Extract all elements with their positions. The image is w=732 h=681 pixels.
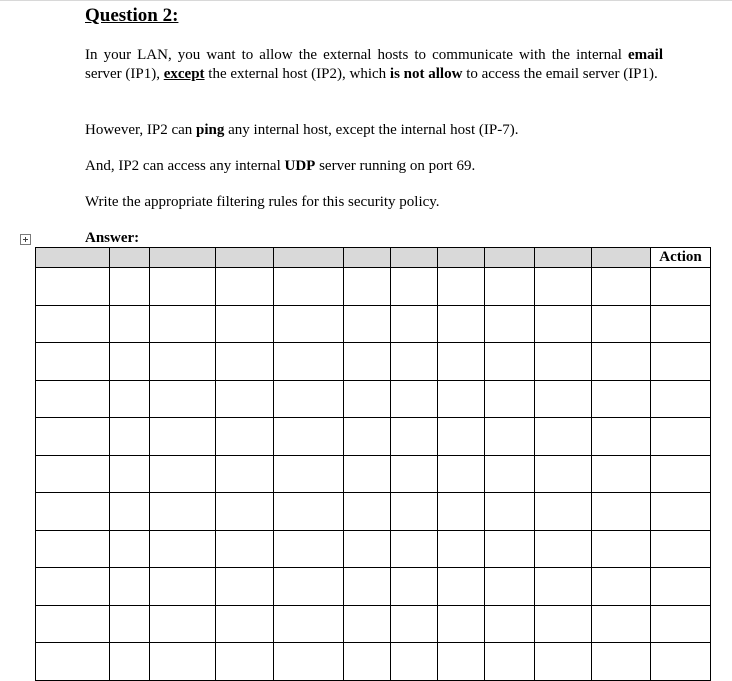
table-cell[interactable]: [216, 605, 274, 643]
table-cell[interactable]: [274, 455, 344, 493]
table-row: [36, 493, 711, 531]
text: to access the email server (IP1).: [462, 66, 658, 82]
table-cell[interactable]: [110, 455, 150, 493]
table-cell[interactable]: [391, 643, 438, 681]
table-cell[interactable]: [391, 493, 438, 531]
header-cell[interactable]: [592, 248, 651, 268]
table-cell[interactable]: [485, 343, 535, 381]
table-cell[interactable]: [535, 568, 592, 606]
table-cell[interactable]: [36, 418, 110, 456]
table-cell[interactable]: [651, 305, 711, 343]
text: any internal host, except the internal host (IP-7).: [224, 122, 519, 138]
table-cell[interactable]: [651, 643, 711, 681]
table-cell[interactable]: [150, 343, 216, 381]
table-cell[interactable]: [651, 605, 711, 643]
table-cell[interactable]: [391, 305, 438, 343]
table-cell[interactable]: [216, 643, 274, 681]
table-cell[interactable]: [274, 268, 344, 306]
table-cell[interactable]: [36, 643, 110, 681]
table-cell[interactable]: [110, 268, 150, 306]
table-cell[interactable]: [216, 268, 274, 306]
table-cell[interactable]: [216, 418, 274, 456]
table-cell[interactable]: [36, 268, 110, 306]
table-cell[interactable]: [535, 268, 592, 306]
table-row: [36, 643, 711, 681]
text: server running on port 69.: [315, 158, 476, 174]
table-cell[interactable]: [391, 455, 438, 493]
table-cell[interactable]: [535, 455, 592, 493]
table-cell[interactable]: [110, 568, 150, 606]
table-cell[interactable]: [150, 568, 216, 606]
table-cell[interactable]: [344, 268, 391, 306]
table-cell[interactable]: [651, 380, 711, 418]
table-cell[interactable]: [651, 343, 711, 381]
table-cell[interactable]: [110, 305, 150, 343]
bold-email: email: [628, 47, 663, 63]
bold-udp: UDP: [284, 158, 316, 174]
table-row: [36, 343, 711, 381]
header-cell[interactable]: [344, 248, 391, 268]
table-cell[interactable]: [216, 455, 274, 493]
table-cell[interactable]: [150, 643, 216, 681]
table-cell[interactable]: [344, 455, 391, 493]
table-cell[interactable]: [36, 305, 110, 343]
table-cell[interactable]: [36, 380, 110, 418]
text: server (IP1),: [85, 66, 164, 82]
table-cell[interactable]: [36, 455, 110, 493]
table-cell[interactable]: [36, 605, 110, 643]
table-cell[interactable]: [535, 643, 592, 681]
table-cell[interactable]: [438, 643, 485, 681]
table-cell[interactable]: [110, 605, 150, 643]
table-cell[interactable]: [216, 493, 274, 531]
bold-ping: ping: [196, 122, 225, 138]
table-cell[interactable]: [592, 380, 651, 418]
table-cell[interactable]: [36, 568, 110, 606]
table-cell[interactable]: [110, 530, 150, 568]
bold-underlined-except: [164, 66, 205, 82]
table-row: [36, 305, 711, 343]
table-cell[interactable]: [36, 530, 110, 568]
table-cell[interactable]: [391, 343, 438, 381]
header-cell[interactable]: [438, 248, 485, 268]
table-cell[interactable]: [274, 568, 344, 606]
table-cell[interactable]: [485, 305, 535, 343]
table-cell[interactable]: [438, 493, 485, 531]
table-cell[interactable]: [391, 418, 438, 456]
table-cell[interactable]: [216, 568, 274, 606]
table-cell[interactable]: [150, 418, 216, 456]
paragraph-policy-email: [85, 46, 663, 84]
header-cell[interactable]: [36, 248, 110, 268]
table-row: [36, 530, 711, 568]
header-cell[interactable]: [485, 248, 535, 268]
table-cell[interactable]: [438, 568, 485, 606]
header-cell[interactable]: [274, 248, 344, 268]
table-row: [36, 380, 711, 418]
table-cell[interactable]: [391, 605, 438, 643]
table-cell[interactable]: [391, 568, 438, 606]
header-cell[interactable]: [216, 248, 274, 268]
paragraph-instruction: Write the appropriate filtering rules for this security policy.: [85, 194, 440, 210]
table-cell[interactable]: [344, 643, 391, 681]
table-cell[interactable]: [651, 418, 711, 456]
table-cell[interactable]: [391, 530, 438, 568]
table-cell[interactable]: [651, 455, 711, 493]
text: the external host (IP2), which: [204, 66, 390, 82]
table-cell[interactable]: [216, 380, 274, 418]
bold-not-allow: is not allow: [389, 66, 463, 82]
table-cell[interactable]: [485, 268, 535, 306]
table-cell[interactable]: [344, 605, 391, 643]
text: However, IP2 can: [85, 122, 197, 138]
table-cell[interactable]: [391, 268, 438, 306]
table-cell[interactable]: [150, 380, 216, 418]
table-cell[interactable]: [438, 343, 485, 381]
header-cell[interactable]: [110, 248, 150, 268]
table-cell[interactable]: [592, 455, 651, 493]
table-cell[interactable]: [150, 305, 216, 343]
table-cell[interactable]: [36, 493, 110, 531]
text: And, IP2 can access any internal: [85, 158, 285, 174]
table-cell[interactable]: [535, 530, 592, 568]
table-move-handle-icon[interactable]: [20, 234, 31, 245]
table-cell[interactable]: [485, 493, 535, 531]
table-cell[interactable]: [110, 493, 150, 531]
table-cell[interactable]: [344, 530, 391, 568]
table-cell[interactable]: [438, 380, 485, 418]
table-cell[interactable]: [110, 418, 150, 456]
table-cell[interactable]: [274, 643, 344, 681]
table-cell[interactable]: [150, 605, 216, 643]
table-cell[interactable]: [110, 380, 150, 418]
table-body: [36, 268, 711, 681]
table-cell[interactable]: [344, 493, 391, 531]
table-cell[interactable]: [438, 455, 485, 493]
table-cell[interactable]: [485, 530, 535, 568]
table-cell[interactable]: [438, 305, 485, 343]
table-cell[interactable]: [535, 605, 592, 643]
header-cell-action[interactable]: Action: [651, 248, 711, 268]
paragraph-policy-udp: [85, 157, 663, 176]
table-cell[interactable]: [344, 305, 391, 343]
table-cell[interactable]: [438, 268, 485, 306]
table-cell[interactable]: [651, 493, 711, 531]
paragraph-policy-ping: [85, 121, 663, 140]
table-cell[interactable]: [274, 380, 344, 418]
table-cell[interactable]: [274, 343, 344, 381]
page-top-border: [0, 0, 732, 1]
table-cell[interactable]: [485, 380, 535, 418]
table-row: [36, 568, 711, 606]
table-cell[interactable]: [216, 530, 274, 568]
table-cell[interactable]: [216, 343, 274, 381]
table-cell[interactable]: [391, 380, 438, 418]
table-cell[interactable]: [150, 455, 216, 493]
header-cell[interactable]: [391, 248, 438, 268]
table-cell[interactable]: [274, 418, 344, 456]
table-cell[interactable]: [535, 380, 592, 418]
answer-label: Answer:: [85, 230, 140, 246]
table-cell[interactable]: [274, 305, 344, 343]
text: In your LAN, you want to allow the external hosts to communicate with the internal: [85, 47, 628, 63]
table-cell[interactable]: [274, 605, 344, 643]
table-cell[interactable]: [535, 493, 592, 531]
answer-table: [35, 247, 711, 681]
table-cell[interactable]: [592, 568, 651, 606]
table-cell[interactable]: [535, 305, 592, 343]
table-cell[interactable]: [344, 343, 391, 381]
table-cell[interactable]: [36, 343, 110, 381]
table-cell[interactable]: [592, 305, 651, 343]
question-title: Question 2:: [85, 5, 179, 26]
table-cell[interactable]: [344, 568, 391, 606]
table-row: [36, 605, 711, 643]
table-cell[interactable]: [535, 418, 592, 456]
header-cell[interactable]: [150, 248, 216, 268]
table-cell[interactable]: [651, 530, 711, 568]
table-cell[interactable]: [344, 380, 391, 418]
table-cell[interactable]: [592, 530, 651, 568]
except-text: except: [163, 66, 205, 82]
table-cell[interactable]: [438, 605, 485, 643]
table-cell[interactable]: [110, 643, 150, 681]
table-header-row: [36, 248, 711, 268]
table-cell[interactable]: [150, 268, 216, 306]
table-cell[interactable]: [274, 530, 344, 568]
table-row: [36, 418, 711, 456]
table-cell[interactable]: [150, 493, 216, 531]
table-cell[interactable]: [592, 605, 651, 643]
table-cell[interactable]: [110, 343, 150, 381]
table-cell[interactable]: [438, 418, 485, 456]
table-cell[interactable]: [592, 343, 651, 381]
table-cell[interactable]: [438, 530, 485, 568]
table-cell[interactable]: [592, 643, 651, 681]
table-cell[interactable]: [485, 568, 535, 606]
table-cell[interactable]: [592, 418, 651, 456]
table-cell[interactable]: [535, 343, 592, 381]
table-row: [36, 455, 711, 493]
table-cell[interactable]: [651, 268, 711, 306]
table-row: [36, 268, 711, 306]
table-cell[interactable]: [592, 268, 651, 306]
table-cell[interactable]: [592, 493, 651, 531]
table-cell[interactable]: [651, 568, 711, 606]
table-cell[interactable]: [485, 643, 535, 681]
table-cell[interactable]: [485, 605, 535, 643]
table-cell[interactable]: [485, 455, 535, 493]
header-cell[interactable]: [535, 248, 592, 268]
table-cell[interactable]: [216, 305, 274, 343]
table-cell[interactable]: [485, 418, 535, 456]
table-cell[interactable]: [344, 418, 391, 456]
table-cell[interactable]: [150, 530, 216, 568]
table-cell[interactable]: [274, 493, 344, 531]
